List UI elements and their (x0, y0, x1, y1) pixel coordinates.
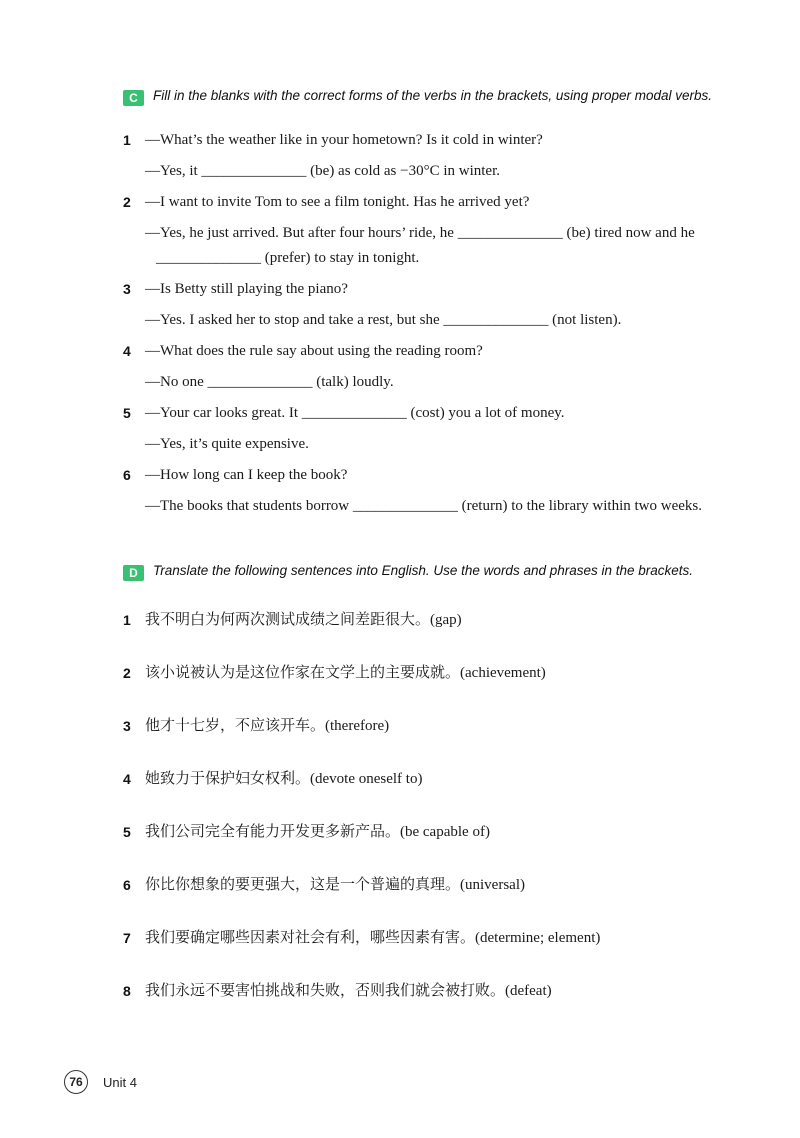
translation-item (123, 713, 713, 739)
exercise-item (123, 277, 713, 339)
translation-sentence: 我们永远不要害怕挑战和失败，否则我们就会被打败。(defeat) (145, 983, 552, 999)
translation-sentence: 我们要确定哪些因素对社会有利，哪些因素有害。(determine; element) (145, 930, 601, 946)
exercise-item (123, 339, 713, 401)
translation-item (123, 872, 713, 898)
exercise-item (123, 128, 713, 190)
item-number: 2 (123, 194, 131, 210)
section-c-instruction: Fill in the blanks with the correct forms of the verbs in the brackets, using proper modal verbs. (153, 88, 712, 103)
item-number: 6 (123, 877, 131, 893)
section-d-instruction-row (123, 561, 713, 581)
section-c-instruction-row (123, 86, 713, 106)
item-number: 1 (123, 612, 131, 628)
page-number-badge: 76 (64, 1070, 88, 1094)
item-number: 2 (123, 665, 131, 681)
section-d-instruction: Translate the following sentences into English. Use the words and phrases in the brackets. (153, 563, 694, 578)
dialogue-line: —Your car looks great. It ______________ (cost) you a lot of money. (145, 405, 565, 421)
translation-sentence: 我们公司完全有能力开发更多新产品。(be capable of) (145, 824, 490, 840)
dialogue-line: —Yes, it ______________ (be) as cold as −30°C in winter. (145, 163, 500, 179)
dialogue-line: —No one ______________ (talk) loudly. (145, 374, 394, 390)
dialogue-lines (145, 128, 713, 190)
dialogue-lines (145, 277, 713, 339)
section-badge-c: C (123, 90, 144, 106)
section-d (123, 561, 713, 1004)
item-number: 8 (123, 983, 131, 999)
translation-sentence: 我不明白为何两次测试成绩之间差距很大。(gap) (145, 612, 462, 628)
item-number: 5 (123, 824, 131, 840)
dialogue-line: —Yes. I asked her to stop and take a rest, but she ______________ (not listen). (145, 312, 622, 328)
unit-label: Unit 4 (103, 1074, 137, 1090)
dialogue-lines (145, 339, 713, 401)
dialogue-line: —Is Betty still playing the piano? (145, 281, 348, 297)
dialogue-line: —What does the rule say about using the reading room? (145, 343, 483, 359)
translation-sentence: 他才十七岁，不应该开车。(therefore) (145, 718, 390, 734)
dialogue-lines (145, 190, 713, 277)
item-number: 4 (123, 771, 131, 787)
exercise-item (123, 190, 713, 277)
page-footer (64, 1070, 137, 1094)
dialogue-line: —Yes, it’s quite expensive. (145, 436, 309, 452)
dialogue-lines (145, 463, 713, 525)
item-number: 5 (123, 405, 131, 421)
translation-sentence: 你比你想象的要更强大，这是一个普遍的真理。(universal) (145, 877, 525, 893)
item-number: 6 (123, 467, 131, 483)
dialogue-line: —What’s the weather like in your hometown? Is it cold in winter? (145, 132, 543, 148)
translation-item (123, 660, 713, 686)
dialogue-lines (145, 401, 713, 463)
item-number: 7 (123, 930, 131, 946)
dialogue-line: —Yes, he just arrived. But after four hours’ ride, he ______________ (be) tired now and he ______________ (prefer) to stay in tonight. (145, 225, 695, 266)
dialogue-line: —The books that students borrow ______________ (return) to the library within two weeks. (145, 498, 702, 514)
translation-item (123, 607, 713, 633)
exercise-item (123, 401, 713, 463)
item-number: 1 (123, 132, 131, 148)
dialogue-line: —How long can I keep the book? (145, 467, 348, 483)
translation-item (123, 978, 713, 1004)
section-badge-d: D (123, 565, 144, 581)
item-number: 3 (123, 281, 131, 297)
translation-item (123, 819, 713, 845)
dialogue-line: —I want to invite Tom to see a film tonight. Has he arrived yet? (145, 194, 530, 210)
item-number: 4 (123, 343, 131, 359)
translation-item (123, 925, 713, 951)
item-number: 3 (123, 718, 131, 734)
section-c (123, 86, 713, 525)
translation-item (123, 766, 713, 792)
page-content (123, 86, 713, 1031)
translation-sentence: 该小说被认为是这位作家在文学上的主要成就。(achievement) (145, 665, 546, 681)
translation-sentence: 她致力于保护妇女权利。(devote oneself to) (145, 771, 423, 787)
exercise-item (123, 463, 713, 525)
